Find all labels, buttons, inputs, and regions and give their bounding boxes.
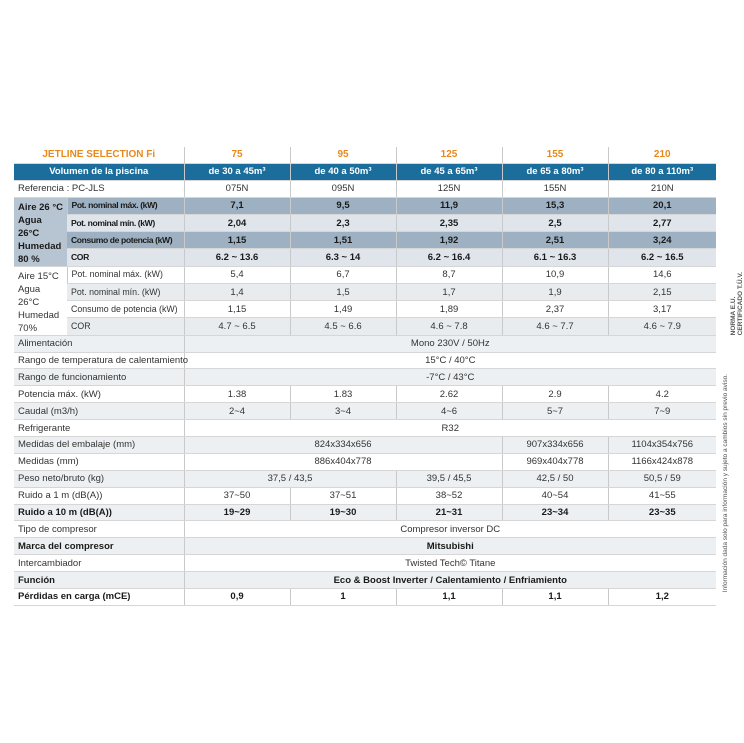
- table-cell: 6.2 ~ 13.6: [184, 249, 290, 266]
- table-cell: 1,7: [396, 283, 502, 300]
- row-label: Caudal (m3/h): [14, 403, 184, 420]
- volume-row: [14, 163, 716, 180]
- table-cell: 37~51: [290, 487, 396, 504]
- table-row: [14, 555, 716, 572]
- table-cell: 1,49: [290, 301, 396, 318]
- table-cell: 2,37: [502, 301, 608, 318]
- table-row: [14, 386, 716, 403]
- table-cell: 2,3: [290, 214, 396, 231]
- table-cell: 2,35: [396, 214, 502, 231]
- table-cell: 907x334x656: [502, 437, 608, 454]
- reference-cell: 125N: [396, 180, 502, 197]
- row-label: Alimentación: [14, 335, 184, 352]
- table-cell: Twisted Tech© Titane: [184, 555, 716, 572]
- row-label: Función: [14, 572, 184, 589]
- table-cell: 1,2: [608, 589, 716, 606]
- row-label: Ruido a 10 m (dB(A)): [14, 504, 184, 521]
- row-label: Consumo de potencia (kW): [67, 232, 184, 249]
- table-row: [14, 487, 716, 504]
- row-label: Rango de temperatura de calentamiento: [14, 352, 184, 369]
- table-cell: 4.7 ~ 6.5: [184, 318, 290, 335]
- table-cell: 4.5 ~ 6.6: [290, 318, 396, 335]
- table-cell: 39,5 / 45,5: [396, 470, 502, 487]
- row-label: COR: [67, 318, 184, 335]
- volume-label: Volumen de la piscina: [14, 163, 184, 180]
- table-cell: 1104x354x756: [608, 437, 716, 454]
- table-row: [14, 521, 716, 538]
- table-cell: 2,5: [502, 214, 608, 231]
- table-cell: 7~9: [608, 403, 716, 420]
- table-cell: 1,4: [184, 283, 290, 300]
- table-row: [14, 266, 716, 283]
- table-cell: 2,15: [608, 283, 716, 300]
- table-cell: 6.2 ~ 16.4: [396, 249, 502, 266]
- table-cell: 15°C / 40°C: [184, 352, 716, 369]
- table-cell: 4.6 ~ 7.9: [608, 318, 716, 335]
- table-cell: 23~34: [502, 504, 608, 521]
- table-cell: 2~4: [184, 403, 290, 420]
- table-cell: 1.38: [184, 386, 290, 403]
- row-label: COR: [67, 249, 184, 266]
- table-cell: 5,4: [184, 266, 290, 283]
- row-label: Medidas del embalaje (mm): [14, 437, 184, 454]
- table-cell: 3,24: [608, 232, 716, 249]
- table-cell: 14,6: [608, 266, 716, 283]
- model-75: 75: [184, 147, 290, 163]
- table-row: [14, 589, 716, 606]
- table-row: [14, 572, 716, 589]
- table-cell: 886x404x778: [184, 453, 502, 470]
- table-cell: 1,92: [396, 232, 502, 249]
- table-row: [14, 538, 716, 555]
- table-cell: 41~55: [608, 487, 716, 504]
- table-cell: 19~29: [184, 504, 290, 521]
- reference-cell: 095N: [290, 180, 396, 197]
- table-cell: 1.83: [290, 386, 396, 403]
- model-125: 125: [396, 147, 502, 163]
- cert-line: CERTIFICADO T.Ü.V.: [737, 272, 744, 336]
- table-cell: 42,5 / 50: [502, 470, 608, 487]
- table-cell: 3~4: [290, 403, 396, 420]
- row-label: Marca del compresor: [14, 538, 184, 555]
- table-cell: Mitsubishi: [184, 538, 716, 555]
- table-cell: 1,1: [502, 589, 608, 606]
- table-cell: Mono 230V / 50Hz: [184, 335, 716, 352]
- model-row: [14, 147, 716, 163]
- row-label: Pot. nominal máx. (kW): [67, 197, 184, 214]
- reference-cell: 155N: [502, 180, 608, 197]
- table-cell: 6.3 ~ 14: [290, 249, 396, 266]
- table-cell: 50,5 / 59: [608, 470, 716, 487]
- table-cell: 3,17: [608, 301, 716, 318]
- table-cell: 1,15: [184, 232, 290, 249]
- table-row: [14, 335, 716, 352]
- table-cell: 19~30: [290, 504, 396, 521]
- row-label: Tipo de compresor: [14, 521, 184, 538]
- volume-cell: de 30 a 45m³: [184, 163, 290, 180]
- condition-15-label: Aire 15°C Agua 26°C Humedad 70%: [14, 266, 67, 335]
- row-label: Pérdidas en carga (mCE): [14, 589, 184, 606]
- table-row: [14, 504, 716, 521]
- table-row: [14, 470, 716, 487]
- volume-cell: de 65 a 80m³: [502, 163, 608, 180]
- reference-label: Referencia : PC-JLS: [14, 180, 184, 197]
- table-cell: 21~31: [396, 504, 502, 521]
- table-cell: 6.2 ~ 16.5: [608, 249, 716, 266]
- table-cell: 4~6: [396, 403, 502, 420]
- volume-cell: de 40 a 50m³: [290, 163, 396, 180]
- table-cell: 824x334x656: [184, 437, 502, 454]
- table-row: [14, 214, 716, 231]
- table-row: [14, 453, 716, 470]
- table-cell: 40~54: [502, 487, 608, 504]
- table-cell: 9,5: [290, 197, 396, 214]
- table-cell: 10,9: [502, 266, 608, 283]
- table-cell: 2,04: [184, 214, 290, 231]
- table-row: [14, 352, 716, 369]
- table-cell: 11,9: [396, 197, 502, 214]
- table-cell: 20,1: [608, 197, 716, 214]
- table-cell: 37~50: [184, 487, 290, 504]
- table-cell: Compresor inversor DC: [184, 521, 716, 538]
- table-cell: 5~7: [502, 403, 608, 420]
- table-row: [14, 403, 716, 420]
- table-row: [14, 249, 716, 266]
- row-label: Pot. nominal mín. (kW): [67, 214, 184, 231]
- table-row: [14, 318, 716, 335]
- row-label: Consumo de potencia (kW): [67, 301, 184, 318]
- table-cell: 6,7: [290, 266, 396, 283]
- norm-line: NORMA E.U.: [730, 296, 737, 336]
- reference-cell: 075N: [184, 180, 290, 197]
- side-note: [722, 262, 742, 592]
- table-cell: 1,51: [290, 232, 396, 249]
- table-cell: 15,3: [502, 197, 608, 214]
- table-cell: 38~52: [396, 487, 502, 504]
- table-cell: 37,5 / 43,5: [184, 470, 396, 487]
- condition-26-label: Aire 26 °C Agua 26°C Humedad 80 %: [14, 197, 67, 266]
- table-cell: 1,5: [290, 283, 396, 300]
- reference-cell: 210N: [608, 180, 716, 197]
- table-cell: -7°C / 43°C: [184, 369, 716, 386]
- certification-note: [730, 272, 744, 335]
- table-cell: 2.62: [396, 386, 502, 403]
- volume-cell: de 45 a 65m³: [396, 163, 502, 180]
- row-label: Intercambiador: [14, 555, 184, 572]
- table-cell: 8,7: [396, 266, 502, 283]
- table-row: [14, 437, 716, 454]
- table-cell: R32: [184, 420, 716, 437]
- row-label: Rango de funcionamiento: [14, 369, 184, 386]
- spec-table: [14, 147, 716, 606]
- table-cell: 6.1 ~ 16.3: [502, 249, 608, 266]
- table-cell: 1,89: [396, 301, 502, 318]
- table-row: [14, 283, 716, 300]
- table-cell: 2,51: [502, 232, 608, 249]
- table-row: [14, 232, 716, 249]
- table-cell: 4.6 ~ 7.8: [396, 318, 502, 335]
- row-label: Peso neto/bruto (kg): [14, 470, 184, 487]
- model-155: 155: [502, 147, 608, 163]
- model-95: 95: [290, 147, 396, 163]
- row-label: Ruido a 1 m (dB(A)): [14, 487, 184, 504]
- table-cell: 4.2: [608, 386, 716, 403]
- reference-row: [14, 180, 716, 197]
- table-cell: 2.9: [502, 386, 608, 403]
- table-cell: Eco & Boost Inverter / Calentamiento / Enfriamiento: [184, 572, 716, 589]
- row-label: Refrigerante: [14, 420, 184, 437]
- table-cell: 1166x424x878: [608, 453, 716, 470]
- model-210: 210: [608, 147, 716, 163]
- table-cell: 4.6 ~ 7.7: [502, 318, 608, 335]
- table-cell: 1,9: [502, 283, 608, 300]
- row-label: Potencia máx. (kW): [14, 386, 184, 403]
- row-label: Medidas (mm): [14, 453, 184, 470]
- product-name: JETLINE SELECTION Fi: [14, 147, 184, 163]
- table-row: [14, 369, 716, 386]
- volume-cell: de 80 a 110m³: [608, 163, 716, 180]
- table-row: [14, 197, 716, 214]
- table-cell: 0,9: [184, 589, 290, 606]
- row-label: Pot. nominal mín. (kW): [67, 283, 184, 300]
- table-cell: 1: [290, 589, 396, 606]
- row-label: Pot. nominal máx. (kW): [67, 266, 184, 283]
- disclaimer-note: Información dada solo para información y sujeto a cambios sin previo aviso.: [722, 373, 729, 592]
- table-cell: 7,1: [184, 197, 290, 214]
- table-row: [14, 301, 716, 318]
- table-cell: 2,77: [608, 214, 716, 231]
- table-cell: 1,15: [184, 301, 290, 318]
- table-cell: 1,1: [396, 589, 502, 606]
- table-cell: 969x404x778: [502, 453, 608, 470]
- table-row: [14, 420, 716, 437]
- table-cell: 23~35: [608, 504, 716, 521]
